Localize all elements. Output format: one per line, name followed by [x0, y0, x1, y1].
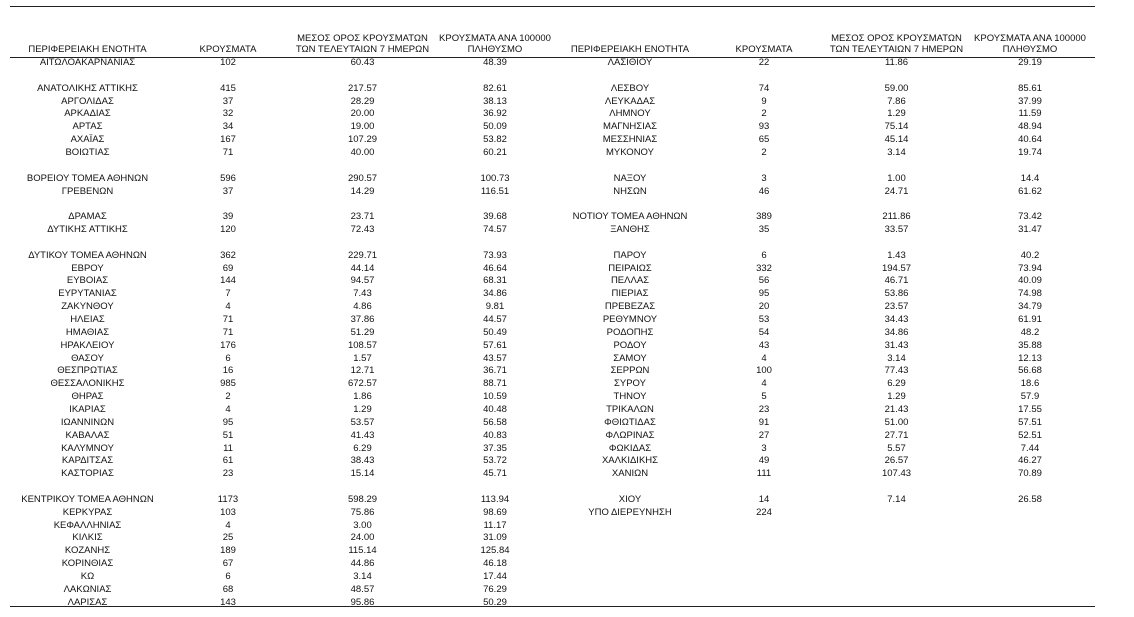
cell-per100k: 46.18 — [483, 558, 507, 570]
cell-avg7: 24.71 — [884, 185, 909, 197]
cell-per100k: 9.81 — [485, 301, 505, 313]
cell-avg7: 211.86 — [882, 211, 911, 223]
cell-avg7: 53.86 — [884, 288, 909, 300]
cell-cases: 65 — [758, 134, 770, 146]
cell-region: ΘΕΣΠΡΩΤΙΑΣ — [57, 365, 118, 377]
cell-avg7: 75.86 — [350, 506, 375, 518]
cell-avg7: 6.29 — [887, 378, 906, 390]
cell-region: ΛΕΥΚΑΔΑΣ — [604, 95, 656, 107]
cell-cases: 20 — [758, 301, 770, 313]
cell-per100k: 82.61 — [483, 82, 507, 94]
cell-per100k: 48.94 — [1018, 121, 1042, 133]
cell-region: ΜΑΓΝΗΣΙΑΣ — [603, 121, 657, 133]
cell-region: ΕΒΡΟΥ — [71, 262, 104, 274]
cell-avg7: 7.86 — [887, 95, 906, 107]
cell-avg7: 19.00 — [350, 121, 375, 133]
cell-cases: 91 — [758, 416, 770, 428]
cell-avg7: 3.14 — [353, 571, 372, 582]
cell-region: ΦΘΙΩΤΙΔΑΣ — [604, 416, 656, 428]
cell-per100k: 76.29 — [483, 583, 507, 595]
cell-region: ΚΑΒΑΛΑΣ — [65, 429, 110, 441]
cell-cases: 16 — [222, 365, 234, 377]
cell-per100k: 50.09 — [483, 121, 507, 133]
cell-region: ΣΑΜΟΥ — [613, 352, 647, 364]
header-avg7-left: ΜΕΣΟΣ ΟΡΟΣ ΚΡΟΥΣΜΑΤΩΝ — [297, 33, 428, 44]
cell-region: ΚΑΣΤΟΡΙΑΣ — [61, 468, 114, 480]
cell-avg7: 598.29 — [347, 493, 378, 505]
cell-region: ΛΑΡΙΣΑΣ — [67, 596, 108, 608]
header-per100k-right: ΚΡΟΥΣΜΑΤΑ ΑΝΑ 100000 — [974, 33, 1086, 44]
cell-avg7: 21.43 — [884, 403, 909, 415]
cell-per100k: 40.2 — [1020, 249, 1040, 261]
cell-avg7: 27.71 — [884, 429, 909, 441]
cell-per100k: 70.89 — [1018, 468, 1042, 480]
cell-per100k: 37.35 — [483, 442, 507, 454]
cell-region: ΜΕΣΣΗΝΙΑΣ — [602, 134, 658, 146]
cell-avg7: 46.71 — [884, 275, 909, 287]
cell-per100k: 12.13 — [1018, 352, 1042, 364]
cell-avg7: 51.29 — [350, 326, 375, 338]
cell-region: ΠΕΙΡΑΙΩΣ — [608, 262, 652, 274]
cell-cases: 224 — [756, 506, 772, 518]
cell-avg7: 24.00 — [350, 532, 375, 544]
cell-region: ΚΟΖΑΝΗΣ — [64, 545, 111, 557]
cell-cases: 23 — [222, 468, 234, 480]
cell-cases: 56 — [758, 275, 770, 287]
cell-per100k: 39.68 — [483, 211, 507, 223]
cell-region: ΔΡΑΜΑΣ — [68, 211, 107, 223]
cell-per100k: 53.72 — [483, 455, 507, 467]
header-region-right: ΠΕΡΙΦΕΡΕΙΑΚΗ ΕΝΟΤΗΤΑ — [570, 44, 690, 55]
cell-cases: 100 — [756, 365, 772, 377]
cell-per100k: 46.27 — [1018, 455, 1042, 467]
cell-per100k: 40.64 — [1018, 134, 1042, 146]
cell-region: ΚΑΡΔΙΤΣΑΣ — [61, 455, 114, 467]
cell-avg7: 12.71 — [350, 365, 375, 377]
cell-cases: 415 — [220, 82, 236, 94]
header-per100k-left: ΚΡΟΥΣΜΑΤΑ ΑΝΑ 100000 — [439, 33, 551, 44]
cell-cases: 95 — [758, 288, 770, 300]
cell-per100k: 68.31 — [483, 275, 507, 287]
cell-per100k: 100.73 — [480, 172, 510, 184]
cell-avg7: 107.29 — [347, 134, 378, 146]
cell-region: ΚΟΡΙΝΘΙΑΣ — [61, 558, 114, 570]
cell-region: ΚΙΛΚΙΣ — [72, 532, 103, 544]
cell-region: ΚΕΦΑΛΛΗΝΙΑΣ — [53, 519, 122, 531]
cell-cases: 95 — [222, 416, 234, 428]
cell-per100k: 40.83 — [483, 429, 507, 441]
header-region-left: ΠΕΡΙΦΕΡΕΙΑΚΗ ΕΝΟΤΗΤΑ — [28, 44, 147, 55]
cell-region: ΦΩΚΙΔΑΣ — [608, 442, 652, 454]
cell-cases: 176 — [220, 339, 236, 351]
cell-avg7: 34.86 — [884, 326, 909, 338]
cell-region: ΤΡΙΚΑΛΩΝ — [606, 403, 654, 415]
cell-per100k: 61.91 — [1018, 314, 1042, 325]
header-cases-right: ΚΡΟΥΣΜΑΤΑ — [735, 44, 793, 55]
cell-cases: 49 — [758, 455, 770, 467]
cell-region: ΔΥΤΙΚΟΥ ΤΟΜΕΑ ΑΘΗΝΩΝ — [28, 249, 147, 261]
cell-per100k: 48.2 — [1020, 326, 1040, 338]
cell-region: ΡΟΔΟΥ — [613, 339, 647, 351]
cell-avg7: 290.57 — [347, 172, 378, 184]
cell-avg7: 95.86 — [350, 596, 375, 608]
cell-region: ΖΑΚΥΝΘΟΥ — [61, 301, 114, 313]
cell-avg7: 33.57 — [884, 224, 909, 236]
cell-region: ΑΡΤΑΣ — [72, 121, 103, 133]
cell-avg7: 77.43 — [884, 365, 909, 377]
cell-region: ΝΟΤΙΟΥ ΤΟΜΕΑ ΑΘΗΝΩΝ — [572, 211, 688, 223]
cell-per100k: 17.55 — [1018, 403, 1042, 415]
cell-avg7: 38.43 — [350, 455, 375, 467]
cell-region: ΦΛΩΡΙΝΑΣ — [605, 429, 655, 441]
cell-cases: 2 — [761, 146, 767, 158]
cell-region: ΠΡΕΒΕΖΑΣ — [604, 301, 656, 313]
cell-cases: 3 — [761, 442, 767, 454]
cell-region: ΡΕΘΥΜΝΟΥ — [602, 314, 658, 325]
cell-region: ΘΕΣΣΑΛΟΝΙΚΗΣ — [50, 378, 125, 390]
cell-avg7: 48.57 — [350, 583, 375, 595]
cell-per100k: 7.44 — [1020, 442, 1040, 454]
cell-cases: 25 — [222, 532, 234, 544]
cell-region: ΚΕΡΚΥΡΑΣ — [62, 506, 113, 518]
cell-cases: 6 — [225, 571, 231, 582]
cell-avg7: 7.14 — [887, 493, 906, 505]
cell-avg7: 20.00 — [350, 108, 375, 120]
cell-avg7: 3.14 — [887, 352, 906, 364]
cell-cases: 167 — [220, 134, 236, 146]
cell-per100k: 73.42 — [1018, 211, 1042, 223]
cell-cases: 74 — [758, 82, 770, 94]
cell-avg7: 40.00 — [350, 146, 375, 158]
cell-cases: 35 — [758, 224, 770, 236]
cell-cases: 4 — [225, 403, 231, 415]
cell-region: ΘΗΡΑΣ — [71, 391, 104, 403]
header-cases-left: ΚΡΟΥΣΜΑΤΑ — [199, 44, 257, 55]
cell-cases: 54 — [758, 326, 770, 338]
cell-avg7: 3.14 — [887, 146, 906, 158]
top-rule — [10, 6, 1095, 7]
cell-avg7: 1.86 — [353, 391, 372, 403]
cell-region: ΛΑΣΙΘΙΟΥ — [607, 57, 653, 68]
cell-region: ΛΗΜΝΟΥ — [609, 108, 651, 120]
cell-cases: 69 — [222, 262, 234, 274]
cell-region: ΒΟΙΩΤΙΑΣ — [65, 146, 110, 158]
cell-avg7: 75.14 — [884, 121, 909, 133]
cell-region: ΛΑΚΩΝΙΑΣ — [63, 583, 112, 595]
cell-cases: 34 — [222, 121, 234, 133]
cell-avg7: 26.57 — [884, 455, 909, 467]
cell-region: ΚΑΛΥΜΝΟΥ — [61, 442, 114, 454]
cell-avg7: 3.00 — [353, 519, 372, 531]
cell-per100k: 98.69 — [483, 506, 507, 518]
cell-per100k: 11.17 — [483, 519, 507, 531]
cell-avg7: 31.43 — [884, 339, 909, 351]
cell-per100k: 116.51 — [480, 185, 510, 197]
cell-cases: 4 — [761, 352, 767, 364]
cell-region: ΑΙΤΩΛΟΑΚΑΡΝΑΝΙΑΣ — [39, 57, 136, 68]
cell-avg7: 229.71 — [347, 249, 378, 261]
cell-per100k: 50.49 — [483, 326, 507, 338]
cell-region: ΜΥΚΟΝΟΥ — [606, 146, 654, 158]
cell-region: ΓΡΕΒΕΝΩΝ — [61, 185, 114, 197]
cell-cases: 71 — [222, 314, 234, 325]
cell-region: ΧΑΛΚΙΔΙΚΗΣ — [601, 455, 659, 467]
cell-per100k: 61.62 — [1018, 185, 1042, 197]
cell-cases: 53 — [758, 314, 770, 325]
cell-region: ΚΕΝΤΡΙΚΟΥ ΤΟΜΕΑ ΑΘΗΝΩΝ — [21, 493, 154, 505]
cell-per100k: 50.29 — [483, 596, 507, 608]
cell-region: ΒΟΡΕΙΟΥ ΤΟΜΕΑ ΑΘΗΝΩΝ — [26, 172, 149, 184]
cell-region: ΔΥΤΙΚΗΣ ΑΤΤΙΚΗΣ — [47, 224, 128, 236]
cell-avg7: 11.86 — [884, 57, 909, 68]
cell-per100k: 26.58 — [1018, 493, 1042, 505]
cell-avg7: 1.29 — [887, 391, 906, 403]
cell-avg7: 45.14 — [884, 134, 909, 146]
cell-avg7: 37.86 — [350, 314, 375, 325]
cell-avg7: 15.14 — [350, 468, 375, 480]
cell-avg7: 1.57 — [353, 352, 372, 364]
cell-avg7: 672.57 — [347, 378, 378, 390]
cell-avg7: 6.29 — [353, 442, 372, 454]
cell-per100k: 17.44 — [483, 571, 507, 582]
cell-per100k: 73.94 — [1018, 262, 1042, 274]
cell-per100k: 31.47 — [1018, 224, 1042, 236]
cell-cases: 6 — [225, 352, 231, 364]
cell-per100k: 31.09 — [483, 532, 507, 544]
cell-region: ΑΡΓΟΛΙΔΑΣ — [61, 95, 114, 107]
cell-per100k: 34.86 — [483, 288, 507, 300]
cell-cases: 1173 — [217, 493, 239, 505]
cell-per100k: 10.59 — [483, 391, 507, 403]
cell-avg7: 217.57 — [347, 82, 378, 94]
cell-cases: 67 — [222, 558, 234, 570]
cell-per100k: 46.64 — [483, 262, 507, 274]
cell-avg7: 108.57 — [347, 339, 378, 351]
cell-avg7: 23.57 — [884, 301, 909, 313]
cell-region: ΤΗΝΟΥ — [613, 391, 647, 403]
cell-avg7: 53.57 — [350, 416, 375, 428]
cell-per100k: 73.93 — [483, 249, 507, 261]
cell-per100k: 14.4 — [1020, 172, 1040, 184]
cell-cases: 51 — [222, 429, 234, 441]
cell-cases: 102 — [220, 57, 236, 68]
cell-avg7: 14.29 — [350, 185, 375, 197]
cell-cases: 2 — [761, 108, 767, 120]
cell-cases: 332 — [756, 262, 772, 274]
cell-per100k: 53.82 — [483, 134, 507, 146]
cell-region: ΗΛΕΙΑΣ — [70, 314, 105, 325]
cell-per100k: 88.71 — [483, 378, 507, 390]
cell-region: ΑΡΚΑΔΙΑΣ — [64, 108, 111, 120]
cell-region: ΗΡΑΚΛΕΙΟΥ — [60, 339, 115, 351]
cell-cases: 143 — [220, 596, 236, 608]
cell-per100k: 44.57 — [483, 314, 507, 325]
cell-cases: 6 — [761, 249, 767, 261]
cell-per100k: 57.61 — [483, 339, 507, 351]
cell-region: ΙΩΑΝΝΙΝΩΝ — [60, 416, 115, 428]
cell-per100k: 57.9 — [1020, 391, 1040, 403]
cell-region: ΠΙΕΡΙΑΣ — [611, 288, 649, 300]
cell-avg7: 34.43 — [884, 314, 909, 325]
cell-per100k: 60.21 — [483, 146, 507, 158]
cell-cases: 14 — [758, 493, 770, 505]
cell-region: ΕΥΒΟΙΑΣ — [66, 275, 109, 287]
cell-cases: 11 — [223, 442, 233, 454]
cell-avg7: 59.00 — [884, 82, 909, 94]
cell-region: ΛΕΣΒΟΥ — [610, 82, 650, 94]
cell-per100k: 37.99 — [1018, 95, 1042, 107]
cell-cases: 4 — [225, 519, 231, 531]
cell-region: ΝΗΣΩΝ — [613, 185, 647, 197]
cell-cases: 9 — [761, 95, 767, 107]
cell-avg7: 94.57 — [350, 275, 375, 287]
cell-avg7: 7.43 — [353, 288, 372, 300]
cell-avg7: 44.14 — [350, 262, 375, 274]
cell-region: ΚΩ — [80, 571, 95, 582]
cell-per100k: 48.39 — [483, 57, 507, 68]
cell-region: ΣΥΡΟΥ — [614, 378, 646, 390]
cell-per100k: 45.71 — [483, 468, 507, 480]
cell-per100k: 74.98 — [1018, 288, 1042, 300]
cell-region: ΣΕΡΡΩΝ — [610, 365, 650, 377]
cell-per100k: 125.84 — [480, 545, 510, 557]
cell-avg7: 23.71 — [350, 211, 375, 223]
header-avg7-right: ΜΕΣΟΣ ΟΡΟΣ ΚΡΟΥΣΜΑΤΩΝ — [831, 33, 962, 44]
cell-cases: 32 — [222, 108, 234, 120]
cell-cases: 39 — [222, 211, 234, 223]
cell-avg7: 72.43 — [350, 224, 375, 236]
cell-region: ΝΑΞΟΥ — [613, 172, 647, 184]
header-avg7-right-2: ΤΩΝ ΤΕΛΕΥΤΑΙΩΝ 7 ΗΜΕΡΩΝ — [829, 44, 964, 55]
cell-per100k: 34.79 — [1018, 301, 1042, 313]
cell-avg7: 28.29 — [350, 95, 375, 107]
cell-per100k: 36.92 — [483, 108, 507, 120]
header-per100k-right-2: ΠΛΗΘΥΣΜΟ — [1002, 44, 1058, 55]
cell-per100k: 11.59 — [1018, 108, 1042, 120]
cell-per100k: 38.13 — [483, 95, 507, 107]
cell-region: ΘΑΣΟΥ — [71, 352, 104, 364]
cell-cases: 22 — [758, 57, 770, 68]
cell-per100k: 85.61 — [1018, 82, 1042, 94]
cell-avg7: 51.00 — [884, 416, 909, 428]
cell-region: ΑΝΑΤΟΛΙΚΗΣ ΑΤΤΙΚΗΣ — [37, 82, 138, 94]
cell-region: ΧΑΝΙΩΝ — [611, 468, 649, 480]
cell-cases: 144 — [220, 275, 236, 287]
cell-per100k: 40.48 — [483, 403, 507, 415]
cell-per100k: 57.51 — [1018, 416, 1042, 428]
cell-region: ΧΙΟΥ — [618, 493, 642, 505]
cell-avg7: 1.29 — [887, 108, 906, 120]
cell-cases: 93 — [758, 121, 770, 133]
cell-per100k: 52.51 — [1018, 429, 1042, 441]
cell-avg7: 1.29 — [353, 403, 372, 415]
cell-cases: 37 — [222, 95, 234, 107]
cell-region: ΞΑΝΘΗΣ — [610, 224, 650, 236]
header-per100k-left-2: ΠΛΗΘΥΣΜΟ — [467, 44, 523, 55]
cell-region: ΗΜΑΘΙΑΣ — [65, 326, 110, 338]
cell-cases: 2 — [225, 391, 231, 403]
cell-cases: 43 — [758, 339, 770, 351]
cell-cases: 596 — [220, 172, 236, 184]
cell-cases: 120 — [220, 224, 236, 236]
cell-avg7: 107.43 — [881, 468, 912, 480]
cell-cases: 3 — [761, 172, 767, 184]
cell-per100k: 43.57 — [483, 352, 507, 364]
cell-region: ΠΑΡΟΥ — [613, 249, 647, 261]
cell-cases: 27 — [758, 429, 770, 441]
cell-per100k: 74.57 — [483, 224, 507, 236]
cell-per100k: 40.09 — [1018, 275, 1042, 287]
cell-region: ΠΕΛΛΑΣ — [610, 275, 650, 287]
cell-avg7: 4.86 — [353, 301, 372, 313]
cell-cases: 23 — [758, 403, 770, 415]
cell-cases: 189 — [220, 545, 236, 557]
cell-cases: 68 — [222, 583, 234, 595]
cell-avg7: 41.43 — [350, 429, 375, 441]
cell-region: ΡΟΔΟΠΗΣ — [606, 326, 654, 338]
cell-avg7: 194.57 — [881, 262, 912, 274]
cell-cases: 4 — [761, 378, 767, 390]
cell-avg7: 1.43 — [887, 249, 906, 261]
cell-cases: 71 — [222, 326, 234, 338]
cell-cases: 985 — [220, 378, 236, 390]
cell-per100k: 56.58 — [483, 416, 507, 428]
cell-per100k: 35.88 — [1018, 339, 1042, 351]
cell-per100k: 36.71 — [483, 365, 507, 377]
cell-region: ΥΠΟ ΔΙΕΡΕΥΝΗΣΗ — [588, 506, 672, 518]
cell-cases: 103 — [220, 506, 236, 518]
cell-region: ΕΥΡΥΤΑΝΙΑΣ — [58, 288, 117, 300]
cell-region: ΑΧΑΪΑΣ — [70, 134, 105, 146]
cell-cases: 4 — [225, 301, 231, 313]
cell-cases: 71 — [222, 146, 234, 158]
cell-cases: 5 — [761, 391, 767, 403]
cell-avg7: 44.86 — [350, 558, 375, 570]
cell-per100k: 113.94 — [480, 493, 510, 505]
cell-cases: 61 — [222, 455, 234, 467]
cell-cases: 389 — [756, 211, 772, 223]
cell-cases: 37 — [222, 185, 234, 197]
cell-per100k: 29.19 — [1018, 57, 1042, 68]
cell-cases: 7 — [225, 288, 231, 300]
cell-cases: 46 — [758, 185, 770, 197]
cell-avg7: 1.00 — [887, 172, 906, 184]
cell-per100k: 56.68 — [1018, 365, 1042, 377]
cell-region: ΙΚΑΡΙΑΣ — [69, 403, 106, 415]
cell-avg7: 60.43 — [350, 57, 375, 68]
cell-cases: 111 — [756, 468, 772, 480]
cell-cases: 362 — [220, 249, 236, 261]
header-avg7-left-2: ΤΩΝ ΤΕΛΕΥΤΑΙΩΝ 7 ΗΜΕΡΩΝ — [295, 44, 430, 55]
cell-avg7: 5.57 — [887, 442, 906, 454]
cell-per100k: 19.74 — [1018, 146, 1042, 158]
cell-avg7: 115.14 — [348, 545, 377, 557]
cell-per100k: 18.6 — [1020, 378, 1040, 390]
